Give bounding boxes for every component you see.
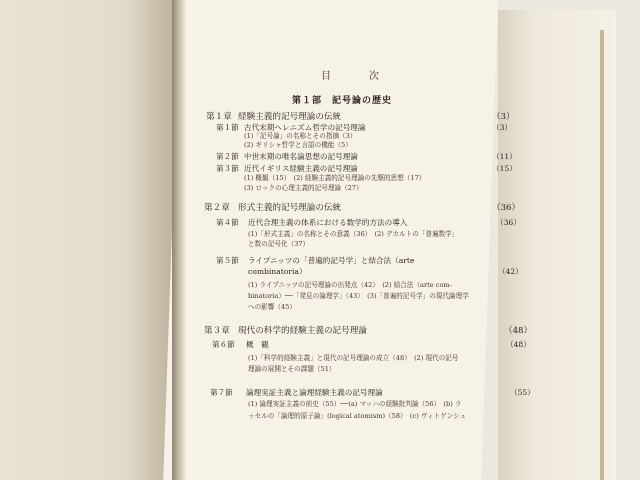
toc-number: 第６節	[212, 340, 235, 349]
toc-page-number: （48）	[504, 326, 533, 336]
toc-page-number: （15）	[492, 164, 517, 173]
toc-title: 近代合理主義の体系における数学的方法の導入	[248, 218, 408, 227]
toc-title: (1) 論理実証主義の前史（55）──(a) マッハの経験批判論（56） (b) ラ	[248, 400, 462, 408]
toc-title: への影響（45）	[248, 303, 296, 311]
toc-title: 現代の科学的経験主義の記号理論	[238, 326, 367, 336]
toc-title: (1)「形式主義」の名称とその意義（36） (2) デカルトの「普遍数学」	[248, 230, 459, 238]
toc-page-number: （42）	[498, 267, 523, 276]
toc-title: 概 観	[246, 340, 269, 349]
toc-title: 形式主義的記号理論の伝統	[238, 203, 342, 213]
toc-title: ライプニッツの「普遍的記号学」と結合法（arte	[248, 256, 415, 265]
toc-title: (1)「科学的経験主義」と現代の記号理論の成立（48） (2) 現代の記号	[248, 354, 459, 362]
book-cover-edge	[600, 30, 604, 480]
toc-title: (1)「記号論」の名称とその指摘（3）	[244, 132, 357, 140]
left-page	[0, 0, 178, 480]
toc-number: 第３節	[216, 164, 239, 173]
table-of-contents	[196, 60, 541, 480]
toc-page-number: （3）	[492, 123, 513, 132]
toc-number: 第２章	[204, 203, 230, 213]
toc-title: (1) ライプニッツの記号理論の出発点（42） (2) 結合法（arte com-	[248, 281, 452, 289]
toc-title: binatoria）──「発見の論理学」（43） (3)「普遍的記号学」の現代論理学	[248, 292, 469, 300]
toc-title: ッセルの「論理的原子論」(logical atomism)（58） (c) ヴィトゲンシュ	[248, 412, 467, 420]
toc-number: 第２節	[216, 152, 239, 161]
toc-page-number: （48）	[506, 340, 531, 349]
toc-page-number: （55）	[510, 388, 535, 397]
toc-title: と数の記号化（37）	[248, 240, 310, 248]
toc-page-number: （36）	[492, 203, 521, 213]
toc-title: 近代イギリス経験主義の記号理論	[244, 164, 358, 173]
toc-number: 第５節	[216, 256, 239, 265]
toc-title: 古代末期ヘレニズム哲学の記号理論	[244, 123, 366, 132]
toc-title: (1) 概観（15） (2) 経験主義的記号理論の先駆的思想（17）	[244, 174, 426, 182]
toc-title: (3) ロックの心理主義的記号理論（27）	[244, 184, 363, 192]
toc-number: 第７節	[210, 388, 233, 397]
toc-title: (2) ギリシャ哲学と言語の機能（5）	[244, 141, 352, 149]
toc-heading: 目 次	[321, 71, 393, 82]
toc-title: 論理実証主義と論理経験主義の記号理論	[246, 388, 383, 397]
toc-page-number: （11）	[492, 152, 517, 161]
part-title: 第１部 記号論の歴史	[292, 96, 393, 106]
book-gutter	[172, 0, 186, 480]
toc-number: 第１章	[206, 112, 232, 122]
toc-number: 第１節	[216, 123, 239, 132]
toc-title: 中世末期の唯名論思想の記号理論	[244, 152, 358, 161]
toc-title: 経験主義的記号理論の伝統	[238, 112, 342, 122]
toc-page-number: （3）	[492, 112, 515, 122]
toc-title: combinatoria）	[248, 267, 307, 276]
toc-page-number: （36）	[496, 218, 521, 227]
toc-title: 理論の展開とその課題（51）	[248, 365, 336, 373]
toc-number: 第３章	[204, 326, 230, 336]
toc-number: 第４節	[216, 218, 239, 227]
